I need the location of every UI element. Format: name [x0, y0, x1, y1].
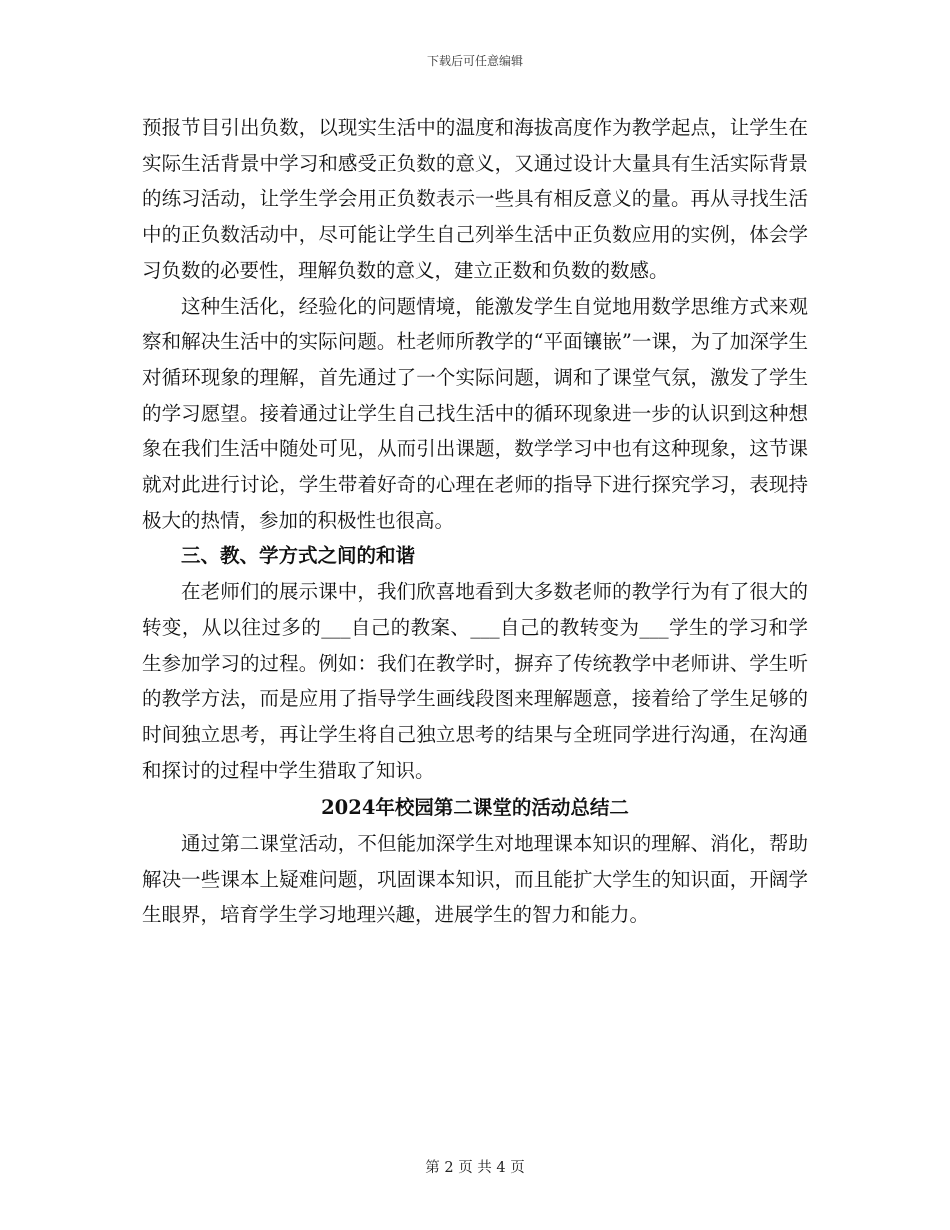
page-header: 下载后可任意编辑 [426, 54, 523, 68]
paragraph: 在老师们的展示课中，我们欣喜地看到大多数老师的教学行为有了很大的转变，从以往过多的___自己的教案、___自己的教转变为___学生的学习和学生参加学习的过程。例如：我们在教学时，摒弃了传统教学中老师讲、学生听的教学方法，而是应用了指导学生画线段图来理解题意，接着给了学生足够的时间独立思考，再让学生将自己独立思考的结果与全班同学进行沟通，在沟通和探讨的过程中学生猎取了知识。 [142, 580, 808, 782]
paragraph: 这种生活化，经验化的问题情境，能激发学生自觉地用数学思维方式来观察和解决生活中的实际问题。杜老师所教学的“平面镶嵌”一课，为了加深学生对循环现象的理解，首先通过了一个实际问题，调和了课堂气氛，激发了学生的学习愿望。接着通过让学生自己找生活中的循环现象进一步的认识到这种想象在我们生活中随处可见，从而引出课题，数学学习中也有这种现象，这节课就对此进行讨论，学生带着好奇的心理在老师的指导下进行探究学习，表现持极大的热情，参加的积极性也很高。 [142, 294, 808, 532]
paragraph-continued: 预报节目引出负数，以现实生活中的温度和海拔高度作为教学起点，让学生在实际生活背景中学习和感受正负数的意义，又通过设计大量具有生活实际背景的练习活动，让学生学会用正负数表示一些具有相反意义的量。再从寻找生活中的正负数活动中，尽可能让学生自己列举生活中正负数应用的实例，体会学习负数的必要性，理解负数的意义，建立正数和负数的数感。 [142, 116, 808, 282]
paragraph: 通过第二课堂活动，不但能加深学生对地理课本知识的理解、消化，帮助解决一些课本上疑难问题，巩固课本知识，而且能扩大学生的知识面，开阔学生眼界，培育学生学习地理兴趣，进展学生的智力和能力。 [142, 832, 808, 927]
document-title: 2024年校园第二课堂的活动总结二 [321, 796, 629, 820]
document-body [142, 110, 808, 933]
page-number: 第 2 页 共 4 页 [425, 1160, 525, 1176]
section-heading: 三、教、学方式之间的和谐 [181, 544, 416, 568]
